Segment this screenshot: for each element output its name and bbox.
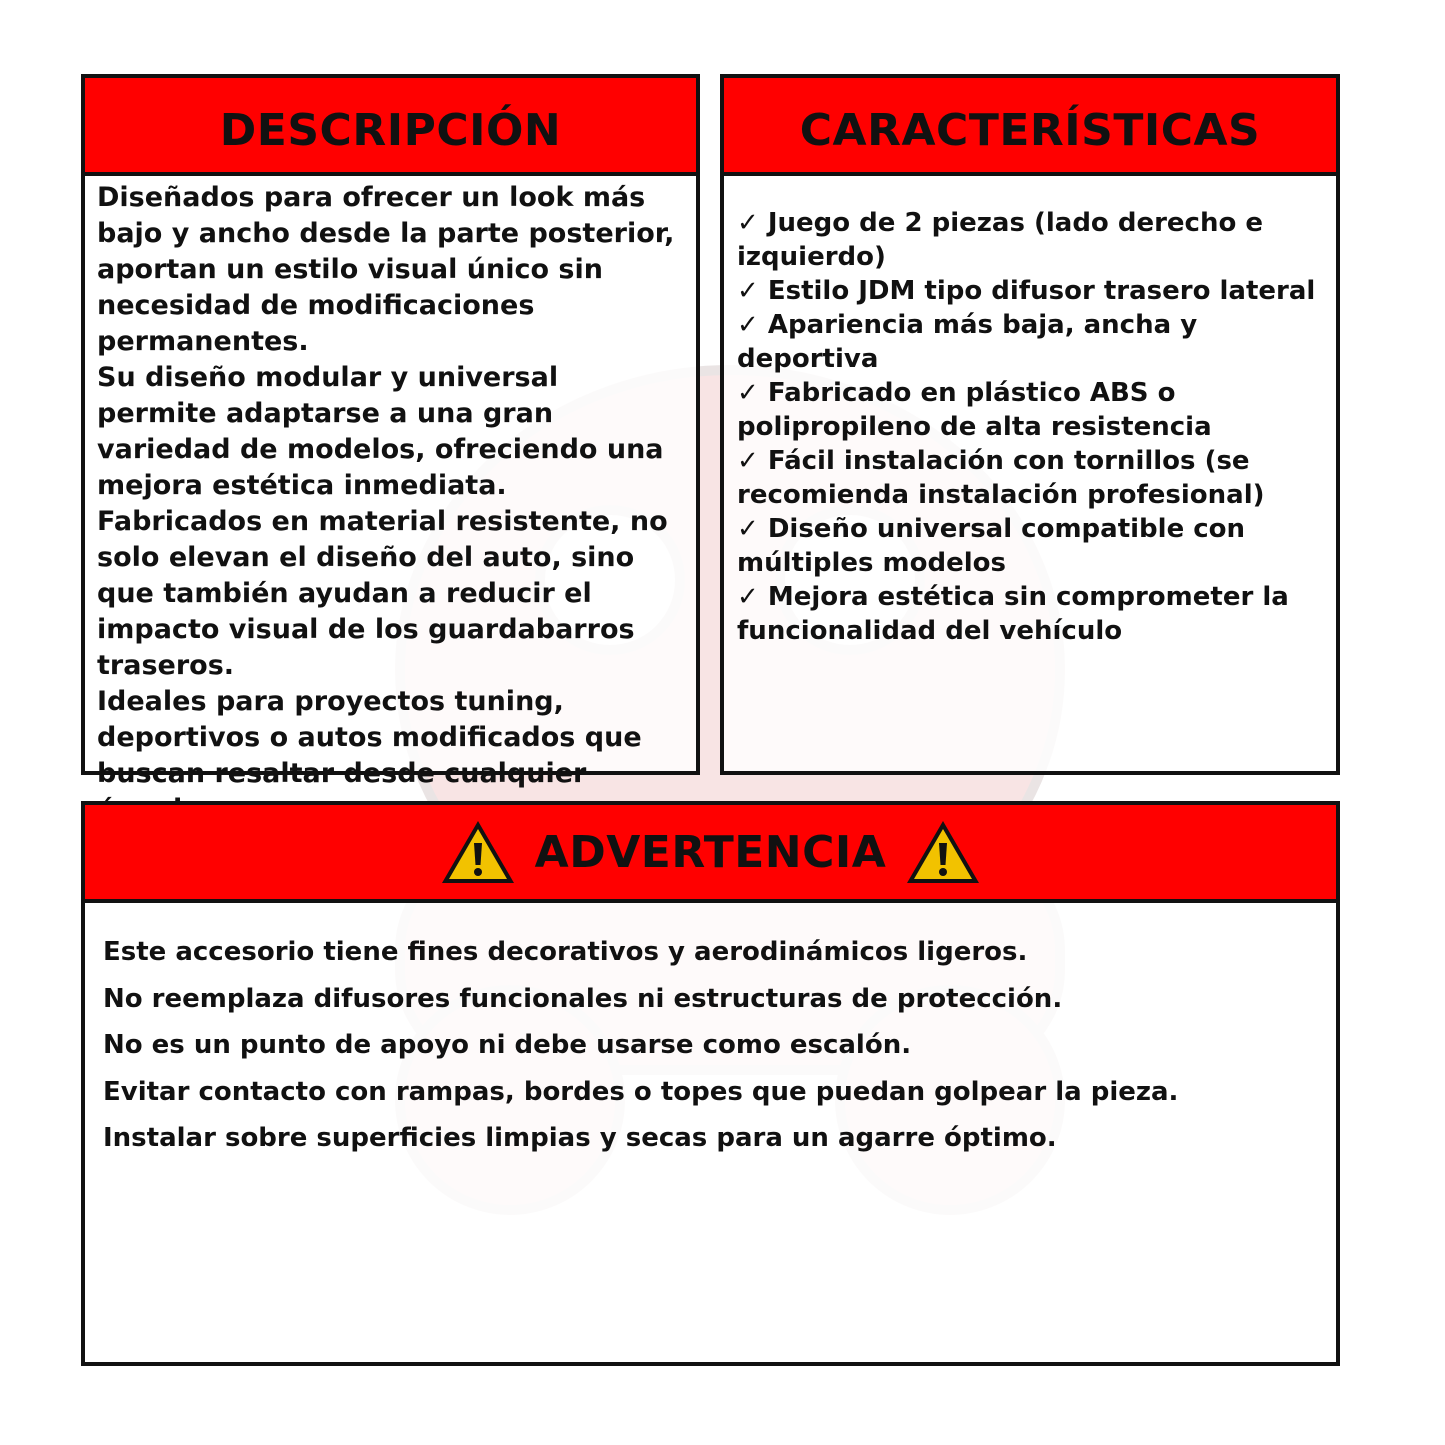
- warning-triangle-icon: [904, 817, 982, 887]
- description-paragraph: Ideales para proyectos tuning, deportivos o autos modificados que buscan resaltar desde cualquier: [97, 686, 642, 789]
- feature-item: ✓ Apariencia más baja, ancha y deportiva: [737, 310, 1198, 374]
- features-list: [724, 176, 1336, 648]
- description-body: [85, 176, 696, 828]
- description-panel: [81, 74, 700, 789]
- feature-item: ✓ Fabricado en plástico ABS o polipropileno de alta resistencia: [737, 378, 1212, 442]
- warning-header: [85, 805, 1336, 903]
- warning-triangle-icon: [439, 817, 517, 887]
- warning-line: Este accesorio tiene fines decorativos y aerodinámicos ligeros.: [103, 937, 1028, 967]
- feature-item: ✓ Fácil instalación con tornillos (se recomienda instalación profesional): [737, 446, 1265, 510]
- description-header: [85, 78, 696, 176]
- features-title: CARACTERÍSTICAS: [799, 104, 1261, 156]
- description-paragraph: Diseñados para ofrecer un look más bajo y ancho desde la parte posterior, aportan un estilo visual único sin necesidad de modificaciones permanentes.: [97, 182, 675, 357]
- features-header: [724, 78, 1336, 176]
- warning-title: ADVERTENCIA: [534, 826, 887, 878]
- feature-item: ✓ Estilo JDM tipo difusor trasero lateral: [737, 276, 1316, 306]
- description-title: DESCRIPCIÓN: [219, 104, 562, 156]
- features-panel: [720, 74, 1340, 775]
- warning-body: [85, 903, 1336, 1162]
- warning-panel: [81, 801, 1340, 1366]
- description-paragraph: Su diseño modular y universal permite adaptarse a una gran variedad de modelos, ofreciendo una mejora estética inmediata.: [97, 362, 664, 501]
- warning-line: Instalar sobre superficies limpias y secas para un agarre óptimo.: [103, 1123, 1057, 1153]
- warning-line: No reemplaza difusores funcionales ni estructuras de protección.: [103, 983, 1063, 1014]
- warning-line: Evitar contacto con rampas, bordes o topes que puedan golpear la pieza.: [103, 1076, 1179, 1107]
- warning-line: No es un punto de apoyo ni debe usarse como escalón.: [103, 1030, 912, 1060]
- feature-item: ✓ Juego de 2 piezas (lado derecho e izquierdo): [737, 208, 1264, 272]
- description-paragraph: Fabricados en material resistente, no solo elevan el diseño del auto, sino que también ayudan a reducir el impacto visual de los guardabarros traseros.: [97, 506, 668, 681]
- feature-item: ✓ Mejora estética sin comprometer la funcionalidad del vehículo: [737, 582, 1289, 646]
- feature-item: ✓ Diseño universal compatible con múltiples modelos: [737, 514, 1246, 578]
